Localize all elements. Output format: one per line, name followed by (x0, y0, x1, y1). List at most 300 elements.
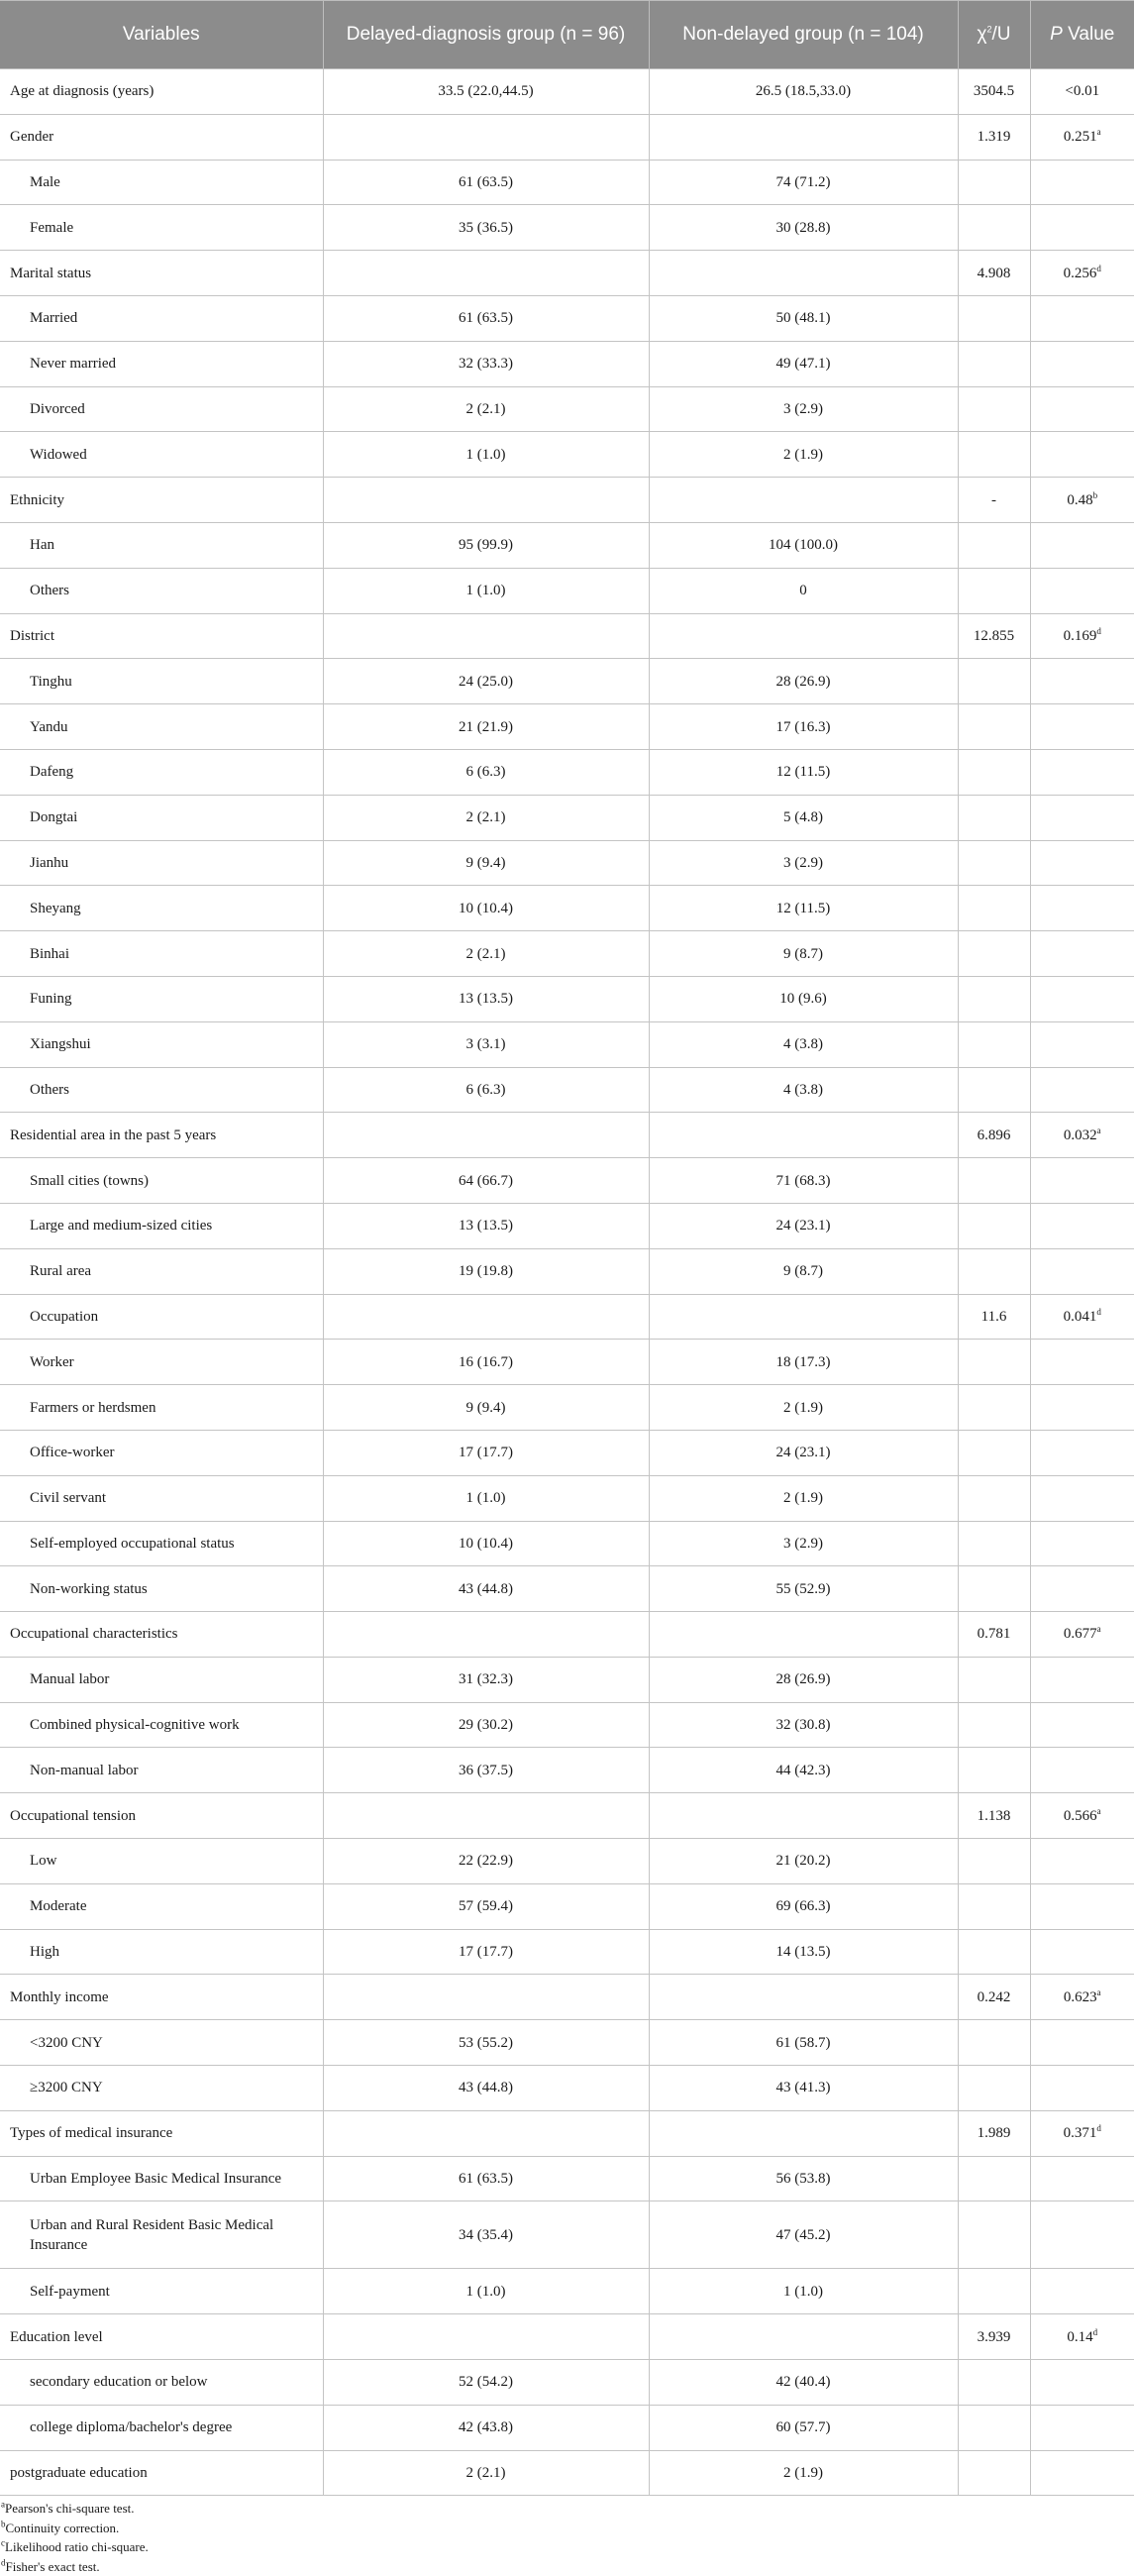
nondelayed-value-cell (649, 931, 958, 977)
footnote (1, 2519, 149, 2538)
nondelayed-value-cell-text: 69 (66.3) (775, 1898, 831, 1915)
nondelayed-value-cell-text: 49 (47.1) (775, 356, 831, 373)
variable-cell-text: Married (30, 310, 78, 327)
variable-cell (0, 295, 323, 341)
statistic-cell (958, 704, 1030, 750)
nondelayed-value-cell (649, 613, 958, 659)
variable-cell (0, 114, 323, 160)
table-row (0, 2156, 1134, 2201)
p-value-cell (1030, 568, 1134, 613)
variable-cell-text: Residential area in the past 5 years (10, 1127, 217, 1143)
variable-cell (0, 886, 323, 931)
p-value-cell (1030, 1340, 1134, 1385)
table-row (0, 1612, 1134, 1658)
delayed-value-cell (323, 251, 649, 296)
delayed-value-cell-text: 1 (1.0) (465, 583, 506, 599)
table-row (0, 840, 1134, 886)
nondelayed-value-cell-text: 3 (2.9) (783, 854, 823, 871)
p-value-cell (1030, 1975, 1134, 2020)
statistic-cell (958, 1385, 1030, 1431)
p-value-cell (1030, 114, 1134, 160)
statistic-cell (958, 1883, 1030, 1929)
variable-cell-text: Low (30, 1853, 57, 1870)
delayed-value-cell (323, 1067, 649, 1113)
statistic-cell (958, 295, 1030, 341)
p-value-footnote-mark: a (1096, 1125, 1101, 1135)
delayed-value-cell-text: 16 (16.7) (459, 1353, 513, 1370)
variable-cell-text: ≥3200 CNY (30, 2080, 103, 2096)
variable-cell (0, 1294, 323, 1340)
variable-cell (0, 160, 323, 205)
delayed-value-cell-text: 10 (10.4) (459, 900, 513, 916)
statistic-cell (958, 1021, 1030, 1067)
variable-cell (0, 1702, 323, 1748)
variable-cell (0, 1158, 323, 1204)
statistic-cell (958, 1748, 1030, 1793)
table-row (0, 1929, 1134, 1975)
variable-cell (0, 1430, 323, 1475)
p-value-cell (1030, 2066, 1134, 2111)
statistic-cell (958, 1839, 1030, 1884)
p-value-cell (1030, 886, 1134, 931)
p-value-footnote-mark: d (1096, 1306, 1101, 1317)
p-value-cell (1030, 1883, 1134, 1929)
variable-cell-text: Rural area (30, 1263, 92, 1280)
table-row (0, 613, 1134, 659)
delayed-value-cell (323, 1883, 649, 1929)
delayed-value-cell-text: 6 (6.3) (465, 764, 506, 781)
table-row (0, 1430, 1134, 1475)
variable-cell-text: Occupational characteristics (10, 1626, 178, 1643)
delayed-value-cell-text: 21 (21.9) (459, 718, 513, 735)
variable-cell (0, 341, 323, 386)
variable-cell (0, 749, 323, 795)
table-row (0, 1839, 1134, 1884)
p-value-footnote-mark: d (1096, 263, 1101, 273)
variable-cell-text: Funing (30, 991, 72, 1008)
delayed-value-cell-text: 3 (3.1) (465, 1036, 506, 1053)
delayed-value-cell-text: 1 (1.0) (465, 2283, 506, 2300)
delayed-value-cell (323, 1248, 649, 1294)
variable-cell-text: Types of medical insurance (10, 2125, 173, 2142)
nondelayed-value-cell-text: 14 (13.5) (775, 1944, 831, 1961)
delayed-value-cell (323, 1475, 649, 1521)
variable-cell-text: Non-working status (30, 1580, 148, 1597)
variable-cell-text: Occupational tension (10, 1807, 137, 1824)
nondelayed-value-cell-text: 3 (2.9) (783, 1535, 823, 1552)
variable-cell (0, 1385, 323, 1431)
p-value-cell (1030, 432, 1134, 478)
header-chi-base: χ (977, 24, 987, 45)
variable-cell-text: Never married (30, 356, 117, 373)
nondelayed-value-cell (649, 1340, 958, 1385)
table-row (0, 1067, 1134, 1113)
statistic-cell (958, 1248, 1030, 1294)
footnotes (0, 2499, 149, 2576)
delayed-value-cell (323, 1113, 649, 1158)
nondelayed-value-cell-text: 2 (1.9) (783, 1399, 823, 1416)
p-value-cell (1030, 295, 1134, 341)
nondelayed-value-cell-text: 32 (30.8) (775, 1717, 831, 1734)
nondelayed-value-cell (649, 2360, 958, 2406)
variable-cell (0, 568, 323, 613)
variable-cell-text: postgraduate education (10, 2465, 148, 2482)
delayed-value-cell (323, 2201, 649, 2269)
delayed-value-cell (323, 1975, 649, 2020)
p-value-cell-text: 0.677 (1063, 1626, 1097, 1643)
nondelayed-value-cell-text: 28 (26.9) (775, 673, 831, 690)
delayed-value-cell (323, 840, 649, 886)
variable-cell-text: Civil servant (30, 1490, 107, 1507)
nondelayed-value-cell (649, 795, 958, 840)
statistic-cell-text: 1.138 (977, 1807, 1011, 1824)
variable-cell-text: Office-worker (30, 1445, 115, 1461)
variable-cell (0, 2269, 323, 2314)
delayed-value-cell (323, 1430, 649, 1475)
table-row (0, 1566, 1134, 1612)
nondelayed-value-cell-text: 18 (17.3) (775, 1353, 831, 1370)
header-p-rest: Value (1062, 24, 1115, 45)
table-row (0, 1975, 1134, 2020)
header-p-italic: P (1050, 24, 1063, 45)
variable-cell (0, 1793, 323, 1839)
delayed-value-cell-text: 13 (13.5) (459, 1218, 513, 1234)
table-row (0, 2110, 1134, 2156)
variable-cell-text: Male (30, 173, 60, 190)
nondelayed-value-cell (649, 704, 958, 750)
table-row (0, 1203, 1134, 1248)
delayed-value-cell (323, 659, 649, 704)
table-row (0, 1702, 1134, 1748)
table-row (0, 251, 1134, 296)
p-value-cell-text: 0.371 (1063, 2125, 1097, 2142)
statistic-cell-text: 3504.5 (973, 83, 1015, 100)
table-row (0, 795, 1134, 840)
variable-cell (0, 2156, 323, 2201)
variable-cell (0, 1113, 323, 1158)
delayed-value-cell-text: 95 (99.9) (459, 537, 513, 554)
statistic-cell-text: 11.6 (980, 1308, 1007, 1325)
nondelayed-value-cell (649, 386, 958, 432)
delayed-value-cell (323, 1612, 649, 1658)
nondelayed-value-cell-text: 43 (41.3) (775, 2080, 831, 2096)
nondelayed-value-cell-text: 9 (8.7) (783, 1263, 823, 1280)
p-value-cell (1030, 2156, 1134, 2201)
nondelayed-value-cell-text: 10 (9.6) (779, 991, 827, 1008)
nondelayed-value-cell-text: 71 (68.3) (775, 1172, 831, 1189)
delayed-value-cell-text: 22 (22.9) (459, 1853, 513, 1870)
nondelayed-value-cell (649, 2269, 958, 2314)
variable-cell (0, 1521, 323, 1566)
delayed-value-cell (323, 613, 649, 659)
p-value-cell (1030, 160, 1134, 205)
variable-cell (0, 1657, 323, 1702)
variable-cell (0, 795, 323, 840)
delayed-value-cell-text: 1 (1.0) (465, 446, 506, 463)
delayed-value-cell-text: 29 (30.2) (459, 1717, 513, 1734)
header-delayed-group: Delayed-diagnosis group (n = 96) (323, 1, 649, 69)
delayed-value-cell (323, 432, 649, 478)
variable-cell (0, 386, 323, 432)
variable-cell-text: Han (30, 537, 54, 554)
footnote-mark: c (1, 2537, 5, 2548)
nondelayed-value-cell-text: 17 (16.3) (775, 718, 831, 735)
statistic-cell-text: 0.781 (977, 1626, 1011, 1643)
nondelayed-value-cell (649, 568, 958, 613)
table-row (0, 568, 1134, 613)
delayed-value-cell (323, 1294, 649, 1340)
delayed-value-cell-text: 42 (43.8) (459, 2419, 513, 2436)
delayed-value-cell (323, 1021, 649, 1067)
statistic-cell (958, 2156, 1030, 2201)
table-row (0, 160, 1134, 205)
statistic-cell (958, 1566, 1030, 1612)
p-value-cell (1030, 2360, 1134, 2406)
nondelayed-value-cell (649, 1067, 958, 1113)
delayed-value-cell (323, 2066, 649, 2111)
statistic-cell-text: 3.939 (977, 2328, 1011, 2345)
variable-cell (0, 1248, 323, 1294)
delayed-value-cell (323, 976, 649, 1021)
nondelayed-value-cell-text: 9 (8.7) (783, 945, 823, 962)
p-value-cell (1030, 69, 1134, 115)
variable-cell-text: District (10, 627, 54, 644)
delayed-value-cell-text: 2 (2.1) (465, 400, 506, 417)
delayed-value-cell-text: 31 (32.3) (459, 1671, 513, 1688)
p-value-cell (1030, 976, 1134, 1021)
delayed-value-cell (323, 522, 649, 568)
nondelayed-value-cell-text: 5 (4.8) (783, 809, 823, 826)
delayed-value-cell (323, 1929, 649, 1975)
delayed-value-cell-text: 10 (10.4) (459, 1535, 513, 1552)
table-row (0, 386, 1134, 432)
variable-cell (0, 1883, 323, 1929)
statistic-cell (958, 251, 1030, 296)
nondelayed-value-cell-text: 50 (48.1) (775, 310, 831, 327)
footnote-text: Likelihood ratio chi-square. (5, 2539, 149, 2554)
nondelayed-value-cell-text: 3 (2.9) (783, 400, 823, 417)
table-row (0, 659, 1134, 704)
delayed-value-cell (323, 341, 649, 386)
nondelayed-value-cell (649, 1839, 958, 1884)
delayed-value-cell (323, 2405, 649, 2450)
delayed-value-cell (323, 1839, 649, 1884)
delayed-value-cell (323, 160, 649, 205)
p-value-cell (1030, 1793, 1134, 1839)
p-value-cell (1030, 795, 1134, 840)
delayed-value-cell (323, 886, 649, 931)
p-value-cell (1030, 2314, 1134, 2360)
statistic-cell (958, 886, 1030, 931)
table-row (0, 1793, 1134, 1839)
variable-cell (0, 1067, 323, 1113)
nondelayed-value-cell (649, 2201, 958, 2269)
p-value-footnote-mark: d (1092, 2326, 1098, 2337)
p-value-cell (1030, 2405, 1134, 2450)
p-value-cell (1030, 1929, 1134, 1975)
p-value-cell-text: 0.623 (1063, 1988, 1097, 2005)
statistic-cell (958, 1340, 1030, 1385)
p-value-cell (1030, 2110, 1134, 2156)
variable-cell (0, 840, 323, 886)
nondelayed-value-cell-text: 2 (1.9) (783, 2465, 823, 2482)
delayed-value-cell-text: 17 (17.7) (459, 1445, 513, 1461)
delayed-value-cell-text: 17 (17.7) (459, 1944, 513, 1961)
delayed-value-cell-text: 32 (33.3) (459, 356, 513, 373)
variable-cell (0, 931, 323, 977)
p-value-cell (1030, 251, 1134, 296)
p-value-cell (1030, 1385, 1134, 1431)
header-row (0, 1, 1134, 69)
delayed-value-cell (323, 1702, 649, 1748)
nondelayed-value-cell (649, 1158, 958, 1204)
delayed-value-cell-text: 13 (13.5) (459, 991, 513, 1008)
statistic-cell (958, 568, 1030, 613)
delayed-value-cell (323, 795, 649, 840)
variable-cell (0, 205, 323, 251)
nondelayed-value-cell-text: 2 (1.9) (783, 446, 823, 463)
p-value-cell-text: 0.041 (1063, 1308, 1097, 1325)
footnote-text: Continuity correction. (5, 2520, 120, 2535)
variable-cell-text: Self-employed occupational status (30, 1535, 235, 1552)
p-value-cell-text: 0.566 (1063, 1807, 1097, 1824)
variable-cell-text: Urban and Rural Resident Basic Medical Insurance (30, 2216, 274, 2253)
table-row (0, 1021, 1134, 1067)
variable-cell (0, 1929, 323, 1975)
variable-cell-text: Female (30, 219, 74, 236)
delayed-value-cell (323, 1521, 649, 1566)
p-value-cell (1030, 1158, 1134, 1204)
p-value-cell (1030, 613, 1134, 659)
table-row (0, 2269, 1134, 2314)
nondelayed-value-cell-text: 44 (42.3) (775, 1762, 831, 1778)
variable-cell-text: Dongtai (30, 809, 78, 826)
nondelayed-value-cell (649, 749, 958, 795)
variable-cell-text: Sheyang (30, 900, 81, 916)
table-row (0, 1748, 1134, 1793)
header-variables: Variables (0, 1, 323, 69)
variable-cell (0, 522, 323, 568)
p-value-cell (1030, 749, 1134, 795)
nondelayed-value-cell-text: 47 (45.2) (775, 2226, 831, 2243)
nondelayed-value-cell (649, 1430, 958, 1475)
variable-cell-text: Others (30, 1081, 69, 1098)
statistic-cell (958, 2110, 1030, 2156)
delayed-value-cell-text: 35 (36.5) (459, 219, 513, 236)
statistic-cell (958, 1975, 1030, 2020)
variable-cell (0, 2360, 323, 2406)
statistic-cell (958, 1793, 1030, 1839)
variable-cell-text: Education level (10, 2328, 103, 2345)
statistic-cell (958, 1430, 1030, 1475)
statistic-cell (958, 1158, 1030, 1204)
nondelayed-value-cell-text: 42 (40.4) (775, 2374, 831, 2391)
p-value-cell (1030, 522, 1134, 568)
p-value-cell (1030, 1430, 1134, 1475)
statistic-cell (958, 2066, 1030, 2111)
table-row (0, 114, 1134, 160)
p-value-cell-text: 0.251 (1063, 129, 1097, 146)
delayed-value-cell (323, 2450, 649, 2496)
p-value-cell-text: 0.032 (1063, 1127, 1097, 1143)
p-value-cell (1030, 1021, 1134, 1067)
nondelayed-value-cell-text: 26.5 (18.5,33.0) (755, 83, 852, 100)
variable-cell-text: Combined physical-cognitive work (30, 1717, 240, 1734)
statistic-cell (958, 2450, 1030, 2496)
nondelayed-value-cell (649, 1385, 958, 1431)
delayed-value-cell-text: 9 (9.4) (465, 854, 506, 871)
nondelayed-value-cell (649, 522, 958, 568)
delayed-value-cell (323, 1385, 649, 1431)
p-value-cell-text: 0.256 (1063, 265, 1097, 281)
statistic-cell (958, 2020, 1030, 2066)
nondelayed-value-cell-text: 1 (1.0) (783, 2283, 823, 2300)
p-value-cell (1030, 2269, 1134, 2314)
nondelayed-value-cell (649, 1793, 958, 1839)
nondelayed-value-cell (649, 1612, 958, 1658)
delayed-value-cell (323, 749, 649, 795)
p-value-cell (1030, 1203, 1134, 1248)
nondelayed-value-cell-text: 4 (3.8) (783, 1036, 823, 1053)
table-row (0, 2360, 1134, 2406)
delayed-value-cell (323, 2269, 649, 2314)
nondelayed-value-cell (649, 69, 958, 115)
p-value-cell (1030, 341, 1134, 386)
p-value-cell (1030, 1839, 1134, 1884)
variable-cell (0, 69, 323, 115)
statistic-cell-text: 1.989 (977, 2125, 1011, 2142)
variable-cell (0, 1839, 323, 1884)
p-value-cell-text: 0.48 (1067, 491, 1093, 508)
delayed-value-cell (323, 2156, 649, 2201)
statistic-cell-text: 6.896 (977, 1127, 1011, 1143)
nondelayed-value-cell (649, 2450, 958, 2496)
variable-cell (0, 1566, 323, 1612)
variable-cell-text: college diploma/bachelor's degree (30, 2419, 233, 2436)
p-value-cell (1030, 2450, 1134, 2496)
nondelayed-value-cell (649, 1883, 958, 1929)
statistic-cell (958, 2201, 1030, 2269)
delayed-value-cell (323, 1793, 649, 1839)
nondelayed-value-cell (649, 886, 958, 931)
statistic-cell-text: 4.908 (977, 265, 1011, 281)
statistic-cell-text: - (991, 491, 996, 508)
delayed-value-cell (323, 2020, 649, 2066)
delayed-value-cell-text: 34 (35.4) (459, 2226, 513, 2243)
table-row (0, 341, 1134, 386)
variable-cell-text: Self-payment (30, 2283, 110, 2300)
statistic-cell (958, 1657, 1030, 1702)
variable-cell-text: Age at diagnosis (years) (10, 83, 155, 100)
variable-cell (0, 2110, 323, 2156)
statistic-cell (958, 205, 1030, 251)
statistic-cell (958, 1113, 1030, 1158)
variable-cell (0, 2450, 323, 2496)
table-row (0, 749, 1134, 795)
table-row (0, 1158, 1134, 1204)
nondelayed-value-cell (649, 1702, 958, 1748)
delayed-value-cell-text: 64 (66.7) (459, 1172, 513, 1189)
delayed-value-cell (323, 1566, 649, 1612)
statistic-cell (958, 1475, 1030, 1521)
nondelayed-value-cell-text: 12 (11.5) (775, 900, 831, 916)
delayed-value-cell (323, 1657, 649, 1702)
variable-cell-text: Large and medium-sized cities (30, 1218, 213, 1234)
nondelayed-value-cell (649, 114, 958, 160)
nondelayed-value-cell-text: 4 (3.8) (783, 1081, 823, 1098)
variable-cell (0, 1612, 323, 1658)
p-value-cell (1030, 1748, 1134, 1793)
